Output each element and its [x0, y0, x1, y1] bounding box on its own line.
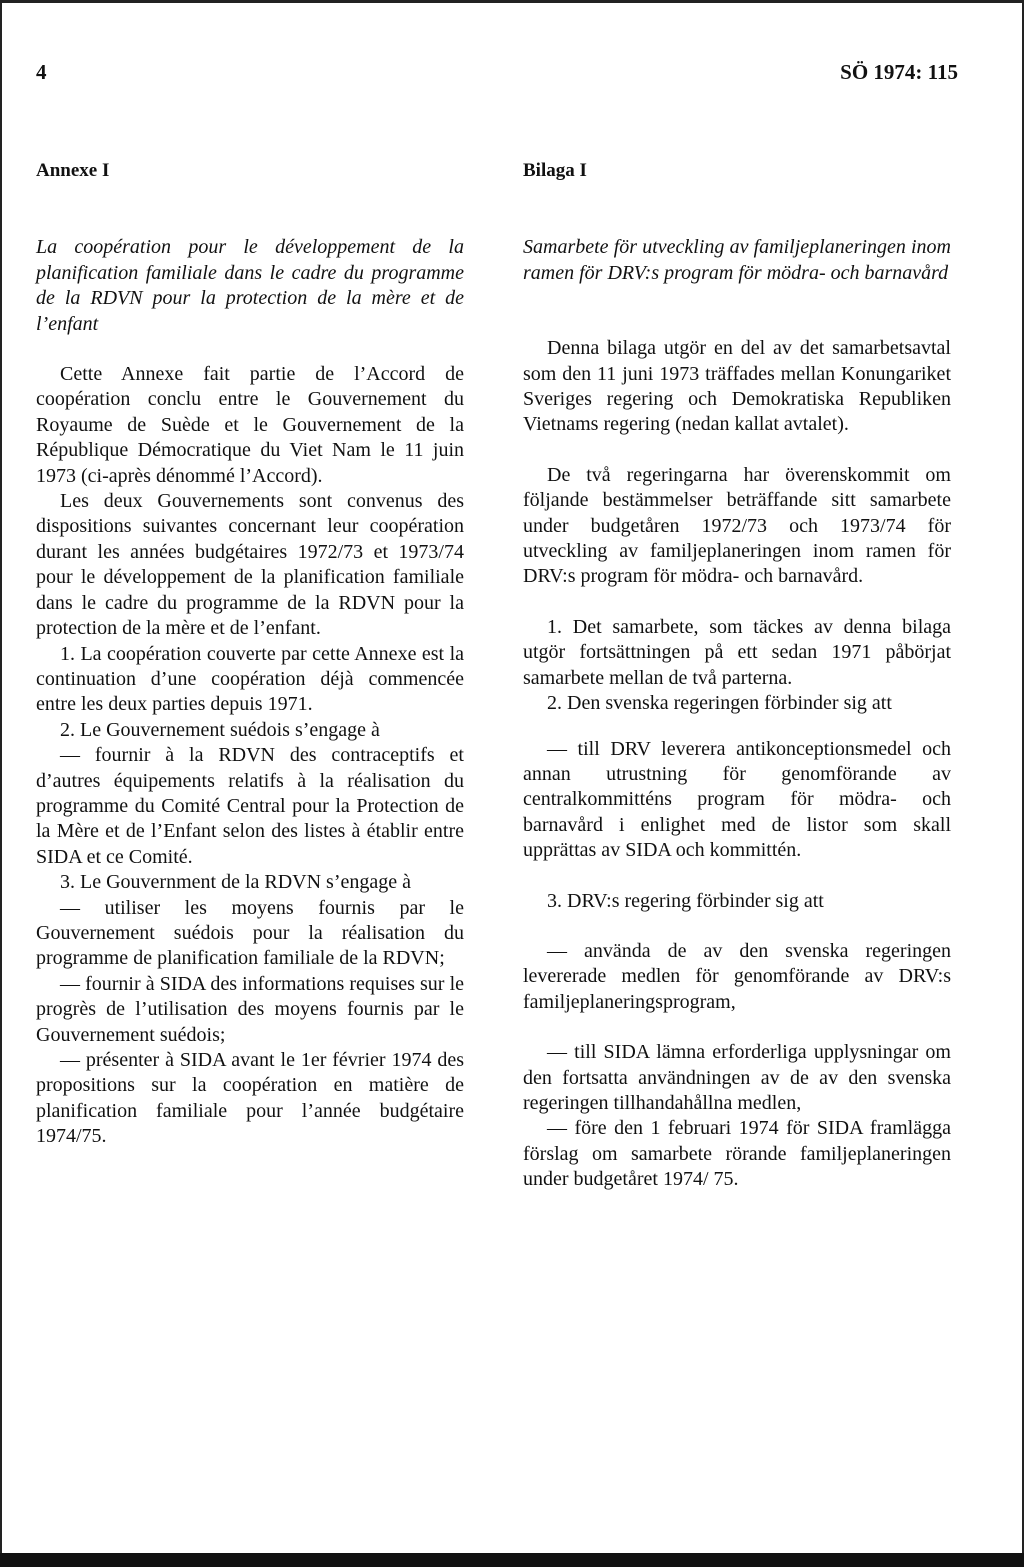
page-number: 4 — [36, 60, 47, 84]
swedish-paragraph: — använda de av den svenska regeringen levererade medlen för genomförande av DRV:s familjeplaneringsprogram, — [523, 939, 951, 1013]
document-reference: SÖ 1974: 115 — [840, 60, 958, 84]
french-paragraph: Les deux Gouvernements sont convenus des dispositions suivantes concernant leur coopération durant les années budgétaires 1972/73 et 1973/74 pour le développement de la planification familiale dans le cadre du programme de la RDVN pour la protection de la mère et de l’enfant. — [36, 490, 464, 640]
swedish-column — [523, 158, 951, 1193]
french-paragraph: — fournir à SIDA des informations requises sur le progrès de l’utilisation des moyens fournis par le Gouvernement suédois; — [36, 972, 464, 1046]
swedish-paragraph: — till SIDA lämna erforderliga upplysningar om den fortsatta användningen av de av den svenska regeringen tillhandahållna medlen, — [523, 1041, 951, 1114]
french-title: La coopération pour le développement de la planification familiale dans le cadre du programme de la RDVN pour la protection de la mère et de l’enfant — [36, 236, 464, 335]
swedish-paragraph: 1. Det samarbete, som täckes av denna bilaga utgör fortsättningen på ett sedan 1971 påbörjat samarbete mellan de två parterna. — [523, 615, 951, 689]
swedish-paragraph: 2. Den svenska regeringen förbinder sig att — [547, 692, 892, 715]
swedish-title: Samarbete för utveckling av familjeplaneringen inom ramen för DRV:s program för mödra- och barnavård — [523, 236, 951, 284]
swedish-paragraph: De två regeringarna har överenskommit om följande bestämmelser beträffande sitt samarbete under budgetåren 1972/73 och 1973/74 för utveckling av familjeplaneringen inom ramen för DRV:s program för mödra- och barnavård. — [523, 463, 951, 588]
top-rule — [0, 0, 1024, 3]
french-column — [36, 158, 464, 1150]
french-paragraph: 2. Le Gouvernement suédois s’engage à — [60, 718, 380, 741]
swedish-paragraph: — till DRV leverera antikonceptionsmedel och annan utrustning för genomförande av centralkommitténs program för mödra- och barnavård i enlighet med de listor som skall upprättas av SIDA och kommittén. — [523, 737, 951, 862]
swedish-paragraph: 3. DRV:s regering förbinder sig att — [547, 889, 824, 912]
french-paragraph: 1. La coopération couverte par cette Annexe est la continuation d’une coopération déjà commencée entre les deux parties depuis 1971. — [36, 642, 464, 716]
french-paragraph: — utiliser les moyens fournis par le Gouvernement suédois pour la réalisation du programme de planification familiale de la RDVN; — [36, 896, 464, 970]
french-paragraph: 3. Le Gouvernment de la RDVN s’engage à — [60, 871, 411, 894]
french-paragraph: Cette Annexe fait partie de l’Accord de coopération conclu entre le Gouvernement du Royaume de Suède et le Gouvernement de la République Démocratique du Viet Nam le 11 juin 1973 (ci-après dénommé l’Accord). — [36, 363, 464, 487]
swedish-paragraph: Denna bilaga utgör en del av det samarbetsavtal som den 11 juni 1973 träffades mellan Konungariket Sveriges regering och Demokratiska Republiken Vietnams regering (nedan kallat avtalet). — [523, 337, 951, 436]
french-heading: Annexe I — [36, 160, 110, 181]
french-paragraph: — fournir à la RDVN des contraceptifs et d’autres équipements relatifs à la réalisation du programme du Comité Central pour la Protection de la Mère et de l’Enfant selon des listes à établir entre SIDA et ce Comité. — [36, 744, 464, 868]
swedish-paragraph: — före den 1 februari 1974 för SIDA framlägga förslag om samarbete rörande familjeplaneringen under budgetåret 1974/ 75. — [523, 1117, 951, 1191]
french-paragraph: — présenter à SIDA avant le 1er février 1974 des propositions sur la coopération en matière de planification familiale pour l’année budgétaire 1974/75. — [36, 1049, 464, 1148]
bottom-rule — [0, 1553, 1024, 1567]
swedish-heading: Bilaga I — [523, 160, 587, 181]
